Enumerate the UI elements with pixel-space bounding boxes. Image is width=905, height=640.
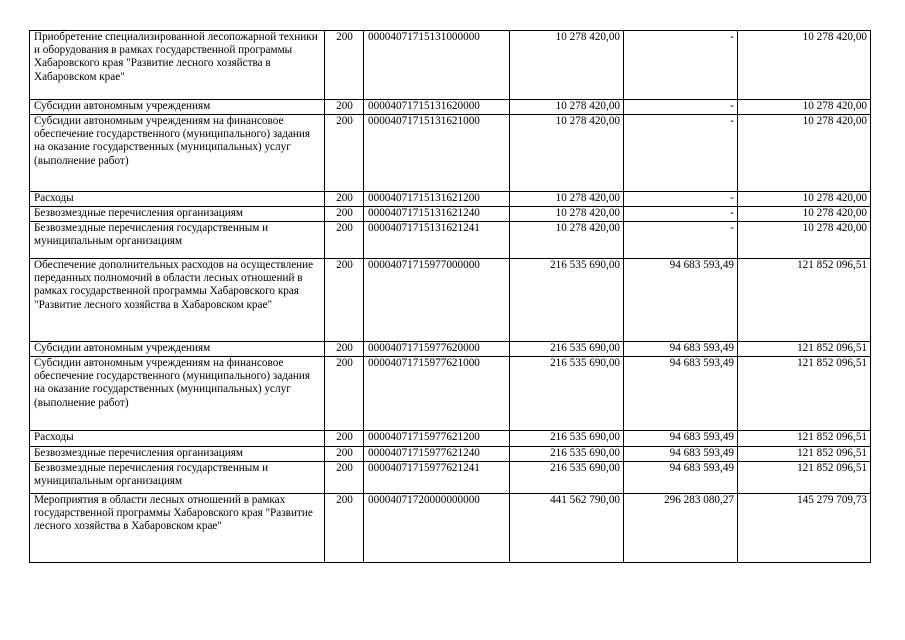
row-line-code: 200: [325, 31, 364, 100]
row-budget-code: 00004071715131621241: [364, 222, 510, 259]
row-budget-code: 00004071715977621241: [364, 462, 510, 494]
row-remaining-amount: 121 852 096,51: [738, 357, 871, 431]
row-executed-amount: -: [624, 207, 738, 222]
row-plan-amount: 216 535 690,00: [510, 259, 624, 342]
row-name: Безвозмездные перечисления организациям: [30, 207, 325, 222]
table-row: [30, 357, 871, 431]
row-name: Мероприятия в области лесных отношений в рамках государственной программы Хабаровского края "Развитие лесного хозяйства в Хабаровском крае": [30, 494, 325, 563]
row-budget-code: 00004071715131000000: [364, 31, 510, 100]
row-name: Приобретение специализированной лесопожарной техники и оборудования в рамках государственной программы Хабаровского края "Развитие лесного хозяйства в Хабаровском крае": [30, 31, 325, 100]
row-name: Безвозмездные перечисления государственным и муниципальным организациям: [30, 222, 325, 259]
row-plan-amount: 10 278 420,00: [510, 192, 624, 207]
table-row: [30, 100, 871, 115]
row-plan-amount: 10 278 420,00: [510, 222, 624, 259]
row-line-code: 200: [325, 447, 364, 462]
row-remaining-amount: 121 852 096,51: [738, 462, 871, 494]
row-budget-code: 00004071715977621000: [364, 357, 510, 431]
row-executed-amount: 94 683 593,49: [624, 342, 738, 357]
row-name: Субсидии автономным учреждениям на финансовое обеспечение государственного (муниципального) задания на оказание государственных (муниципальных) услуг (выполнение работ): [30, 357, 325, 431]
row-remaining-amount: 121 852 096,51: [738, 447, 871, 462]
row-executed-amount: 94 683 593,49: [624, 357, 738, 431]
row-budget-code: 00004071715131621240: [364, 207, 510, 222]
row-name: Субсидии автономным учреждениям на финансовое обеспечение государственного (муниципального) задания на оказание государственных (муниципальных) услуг (выполнение работ): [30, 115, 325, 192]
row-plan-amount: 216 535 690,00: [510, 431, 624, 447]
row-plan-amount: 441 562 790,00: [510, 494, 624, 563]
row-budget-code: 00004071715977621200: [364, 431, 510, 447]
table-row: [30, 494, 871, 563]
row-remaining-amount: 121 852 096,51: [738, 431, 871, 447]
row-plan-amount: 10 278 420,00: [510, 115, 624, 192]
row-name: Субсидии автономным учреждениям: [30, 342, 325, 357]
row-executed-amount: 94 683 593,49: [624, 447, 738, 462]
row-remaining-amount: 10 278 420,00: [738, 115, 871, 192]
row-executed-amount: -: [624, 222, 738, 259]
row-budget-code: 00004071715977000000: [364, 259, 510, 342]
row-executed-amount: -: [624, 115, 738, 192]
row-name: Расходы: [30, 192, 325, 207]
table-row: [30, 447, 871, 462]
row-remaining-amount: 10 278 420,00: [738, 192, 871, 207]
row-budget-code: 00004071715977620000: [364, 342, 510, 357]
row-remaining-amount: 10 278 420,00: [738, 100, 871, 115]
row-line-code: 200: [325, 431, 364, 447]
row-plan-amount: 216 535 690,00: [510, 462, 624, 494]
row-line-code: 200: [325, 342, 364, 357]
row-name: Субсидии автономным учреждениям: [30, 100, 325, 115]
row-line-code: 200: [325, 259, 364, 342]
row-executed-amount: 94 683 593,49: [624, 259, 738, 342]
row-remaining-amount: 10 278 420,00: [738, 31, 871, 100]
row-executed-amount: -: [624, 192, 738, 207]
table-row: [30, 431, 871, 447]
row-budget-code: 00004071715131621200: [364, 192, 510, 207]
row-line-code: 200: [325, 115, 364, 192]
row-line-code: 200: [325, 222, 364, 259]
row-remaining-amount: 10 278 420,00: [738, 222, 871, 259]
row-line-code: 200: [325, 357, 364, 431]
row-remaining-amount: 121 852 096,51: [738, 259, 871, 342]
row-line-code: 200: [325, 192, 364, 207]
table-row: [30, 259, 871, 342]
row-plan-amount: 216 535 690,00: [510, 342, 624, 357]
row-remaining-amount: 145 279 709,73: [738, 494, 871, 563]
table-row: [30, 342, 871, 357]
row-budget-code: 00004071715977621240: [364, 447, 510, 462]
row-line-code: 200: [325, 462, 364, 494]
row-budget-code: 00004071715131621000: [364, 115, 510, 192]
table-row: [30, 207, 871, 222]
row-line-code: 200: [325, 100, 364, 115]
row-executed-amount: 94 683 593,49: [624, 431, 738, 447]
row-name: Безвозмездные перечисления организациям: [30, 447, 325, 462]
row-budget-code: 00004071720000000000: [364, 494, 510, 563]
budget-document: [29, 30, 871, 563]
table-row: [30, 31, 871, 100]
table-row: [30, 115, 871, 192]
row-name: Обеспечение дополнительных расходов на осуществление переданных полномочий в области лесных отношений в рамках государственной программы Хабаровского края "Развитие лесного хозяйства в Хабаровском крае": [30, 259, 325, 342]
row-line-code: 200: [325, 494, 364, 563]
row-plan-amount: 10 278 420,00: [510, 31, 624, 100]
row-name: Расходы: [30, 431, 325, 447]
row-remaining-amount: 121 852 096,51: [738, 342, 871, 357]
row-remaining-amount: 10 278 420,00: [738, 207, 871, 222]
table-row: [30, 462, 871, 494]
row-executed-amount: -: [624, 100, 738, 115]
budget-table: [29, 30, 871, 563]
table-row: [30, 222, 871, 259]
row-budget-code: 00004071715131620000: [364, 100, 510, 115]
row-plan-amount: 10 278 420,00: [510, 100, 624, 115]
row-name: Безвозмездные перечисления государственным и муниципальным организациям: [30, 462, 325, 494]
row-executed-amount: 296 283 080,27: [624, 494, 738, 563]
row-plan-amount: 10 278 420,00: [510, 207, 624, 222]
row-executed-amount: 94 683 593,49: [624, 462, 738, 494]
row-plan-amount: 216 535 690,00: [510, 447, 624, 462]
row-executed-amount: -: [624, 31, 738, 100]
row-line-code: 200: [325, 207, 364, 222]
table-row: [30, 192, 871, 207]
row-plan-amount: 216 535 690,00: [510, 357, 624, 431]
